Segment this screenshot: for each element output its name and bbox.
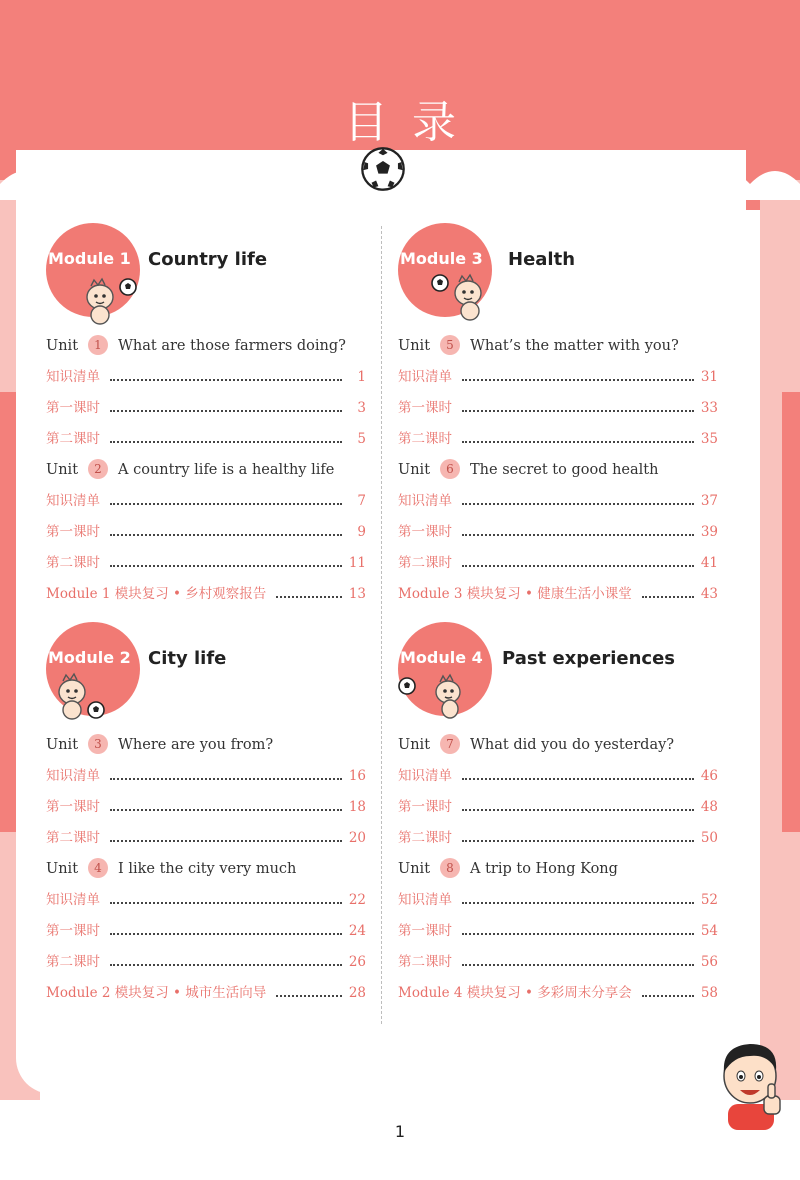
- entry-page: 33: [700, 400, 718, 416]
- toc-entry[interactable]: [46, 947, 366, 978]
- entry-label: 知识清单: [46, 768, 100, 784]
- entry-label: 第一课时: [398, 923, 452, 939]
- entry-page: 43: [700, 586, 718, 602]
- unit-word: Unit: [398, 737, 431, 753]
- toc-entry[interactable]: [398, 548, 718, 579]
- entry-page: 5: [357, 431, 366, 447]
- toc-entry[interactable]: [398, 792, 718, 823]
- unit-heading[interactable]: [398, 854, 718, 885]
- entry-page: 24: [348, 923, 366, 939]
- leader-dots: [642, 596, 694, 598]
- dinosaur-mascot-icon: [398, 666, 462, 722]
- unit-title: What’s the matter with you?: [470, 338, 679, 354]
- toc-entry[interactable]: [398, 393, 718, 424]
- entry-label: 知识清单: [398, 892, 452, 908]
- module-label: Module 3: [400, 249, 483, 268]
- entry-label: 第二课时: [46, 431, 100, 447]
- entry-page: 7: [357, 493, 366, 509]
- toc-entry[interactable]: [398, 885, 718, 916]
- toc-entry[interactable]: [46, 424, 366, 455]
- leader-dots: [110, 441, 342, 443]
- entry-label: 第二课时: [398, 830, 452, 846]
- module-review-entry[interactable]: [46, 978, 366, 1009]
- leader-dots: [276, 596, 342, 598]
- entry-page: 13: [348, 586, 366, 602]
- toc-entry[interactable]: [46, 792, 366, 823]
- entry-label: 第一课时: [398, 400, 452, 416]
- unit-heading[interactable]: [398, 331, 718, 362]
- unit-number-badge: 8: [440, 858, 460, 878]
- toc-entry[interactable]: [46, 362, 366, 393]
- leader-dots: [462, 379, 694, 381]
- leader-dots: [110, 809, 342, 811]
- unit-heading[interactable]: [46, 854, 366, 885]
- entry-label: 知识清单: [46, 369, 100, 385]
- module-header: [46, 622, 366, 726]
- entry-page: 56: [700, 954, 718, 970]
- leader-dots: [110, 379, 342, 381]
- leader-dots: [110, 933, 342, 935]
- module-label: Module 4: [400, 648, 483, 667]
- entry-label: 第二课时: [46, 830, 100, 846]
- leader-dots: [462, 778, 694, 780]
- module-entries: [46, 331, 366, 610]
- leader-dots: [110, 410, 342, 412]
- dinosaur-mascot-icon: [48, 666, 112, 722]
- column-divider: [381, 226, 382, 1024]
- leader-dots: [110, 840, 342, 842]
- unit-word: Unit: [46, 338, 79, 354]
- leader-dots: [462, 933, 694, 935]
- entry-label: 第二课时: [46, 555, 100, 571]
- unit-word: Unit: [46, 737, 79, 753]
- unit-number-badge: 5: [440, 335, 460, 355]
- module-header: [398, 622, 718, 726]
- unit-number-badge: 3: [88, 734, 108, 754]
- unit-word: Unit: [46, 462, 79, 478]
- entry-page: 48: [700, 799, 718, 815]
- entry-label: 知识清单: [398, 493, 452, 509]
- entry-label: Module 3 模块复习 • 健康生活小课堂: [398, 586, 632, 602]
- module-entries: [398, 730, 718, 1009]
- entry-page: 20: [348, 830, 366, 846]
- dinosaur-mascot-icon: [76, 271, 140, 327]
- entry-page: 11: [348, 555, 366, 571]
- entry-label: 知识清单: [398, 768, 452, 784]
- unit-number-badge: 6: [440, 459, 460, 479]
- leader-dots: [110, 964, 342, 966]
- entry-label: 第一课时: [46, 400, 100, 416]
- entry-page: 31: [700, 369, 718, 385]
- unit-title: What are those farmers doing?: [118, 338, 346, 354]
- unit-word: Unit: [46, 861, 79, 877]
- entry-label: Module 2 模块复习 • 城市生活向导: [46, 985, 267, 1001]
- unit-title: A country life is a healthy life: [118, 462, 335, 478]
- leader-dots: [462, 441, 694, 443]
- entry-label: 第二课时: [398, 954, 452, 970]
- entry-page: 52: [700, 892, 718, 908]
- dinosaur-mascot-icon: [430, 269, 494, 325]
- unit-number-badge: 7: [440, 734, 460, 754]
- module-4-section: [398, 622, 718, 1001]
- toc-entry[interactable]: [398, 823, 718, 854]
- leader-dots: [110, 565, 342, 567]
- unit-heading[interactable]: [398, 455, 718, 486]
- entry-page: 1: [357, 369, 366, 385]
- module-title: Country life: [148, 249, 268, 270]
- module-review-entry[interactable]: [398, 978, 718, 1009]
- toc-entry[interactable]: [46, 761, 366, 792]
- entry-page: 46: [700, 768, 718, 784]
- entry-label: 第二课时: [398, 431, 452, 447]
- entry-label: 第一课时: [46, 923, 100, 939]
- entry-page: 37: [700, 493, 718, 509]
- module-entries: [46, 730, 366, 1009]
- entry-label: 第二课时: [46, 954, 100, 970]
- entry-page: 16: [348, 768, 366, 784]
- leader-dots: [462, 534, 694, 536]
- leader-dots: [462, 964, 694, 966]
- leader-dots: [462, 410, 694, 412]
- entry-label: Module 1 模块复习 • 乡村观察报告: [46, 586, 267, 602]
- module-header: [46, 223, 366, 327]
- unit-heading[interactable]: [46, 455, 366, 486]
- leader-dots: [110, 778, 342, 780]
- page-number: 1: [394, 1122, 406, 1141]
- unit-number-badge: 2: [88, 459, 108, 479]
- leader-dots: [110, 902, 342, 904]
- unit-heading[interactable]: [46, 730, 366, 761]
- toc-entry[interactable]: [398, 947, 718, 978]
- unit-word: Unit: [398, 338, 431, 354]
- toc-entry[interactable]: [46, 548, 366, 579]
- toc-entry[interactable]: [46, 916, 366, 947]
- entry-page: 39: [700, 524, 718, 540]
- entry-label: 知识清单: [46, 493, 100, 509]
- toc-entry[interactable]: [46, 486, 366, 517]
- entry-page: 54: [700, 923, 718, 939]
- unit-number-badge: 4: [88, 858, 108, 878]
- unit-heading[interactable]: [398, 730, 718, 761]
- entry-page: 3: [357, 400, 366, 416]
- module-label: Module 2: [48, 648, 131, 667]
- toc-entry[interactable]: [398, 761, 718, 792]
- leader-dots: [462, 565, 694, 567]
- page-title: 目录: [344, 97, 480, 148]
- toc-entry[interactable]: [398, 362, 718, 393]
- module-label: Module 1: [48, 249, 131, 268]
- right-side-accent: [782, 392, 800, 832]
- entry-page: 35: [700, 431, 718, 447]
- module-1-section: [46, 223, 366, 602]
- module-header: [398, 223, 718, 327]
- toc-entry[interactable]: [46, 393, 366, 424]
- module-3-section: [398, 223, 718, 602]
- entry-page: 9: [357, 524, 366, 540]
- entry-label: 知识清单: [46, 892, 100, 908]
- toc-entry[interactable]: [398, 424, 718, 455]
- leader-dots: [110, 503, 342, 505]
- unit-title: Where are you from?: [118, 737, 274, 753]
- entry-label: 知识清单: [398, 369, 452, 385]
- module-review-entry[interactable]: [46, 579, 366, 610]
- module-title: Past experiences: [502, 648, 676, 669]
- entry-page: 58: [700, 985, 718, 1001]
- soccer-ball-icon: [360, 146, 406, 192]
- toc-entry[interactable]: [46, 517, 366, 548]
- unit-word: Unit: [398, 462, 431, 478]
- leader-dots: [462, 902, 694, 904]
- entry-label: 第一课时: [398, 799, 452, 815]
- module-entries: [398, 331, 718, 610]
- unit-title: What did you do yesterday?: [470, 737, 675, 753]
- entry-label: 第一课时: [46, 524, 100, 540]
- entry-label: 第一课时: [398, 524, 452, 540]
- leader-dots: [462, 809, 694, 811]
- toc-entry[interactable]: [46, 823, 366, 854]
- toc-entry[interactable]: [398, 486, 718, 517]
- entry-page: 41: [700, 555, 718, 571]
- module-2-section: [46, 622, 366, 1001]
- leader-dots: [462, 503, 694, 505]
- entry-label: 第一课时: [46, 799, 100, 815]
- unit-title: A trip to Hong Kong: [470, 861, 618, 877]
- leader-dots: [276, 995, 342, 997]
- module-title: City life: [148, 648, 227, 669]
- entry-label: 第二课时: [398, 555, 452, 571]
- entry-page: 28: [348, 985, 366, 1001]
- toc-entry[interactable]: [398, 517, 718, 548]
- leader-dots: [110, 534, 342, 536]
- entry-page: 50: [700, 830, 718, 846]
- leader-dots: [462, 840, 694, 842]
- toc-entry[interactable]: [46, 885, 366, 916]
- module-review-entry[interactable]: [398, 579, 718, 610]
- unit-number-badge: 1: [88, 335, 108, 355]
- entry-label: Module 4 模块复习 • 多彩周末分享会: [398, 985, 632, 1001]
- leader-dots: [642, 995, 694, 997]
- entry-page: 26: [348, 954, 366, 970]
- toc-entry[interactable]: [398, 916, 718, 947]
- boy-thumbs-up-icon: [708, 1034, 790, 1130]
- unit-word: Unit: [398, 861, 431, 877]
- entry-page: 22: [348, 892, 366, 908]
- entry-page: 18: [348, 799, 366, 815]
- module-title: Health: [508, 249, 576, 270]
- unit-title: The secret to good health: [470, 462, 659, 478]
- unit-title: I like the city very much: [118, 861, 297, 877]
- unit-heading[interactable]: [46, 331, 366, 362]
